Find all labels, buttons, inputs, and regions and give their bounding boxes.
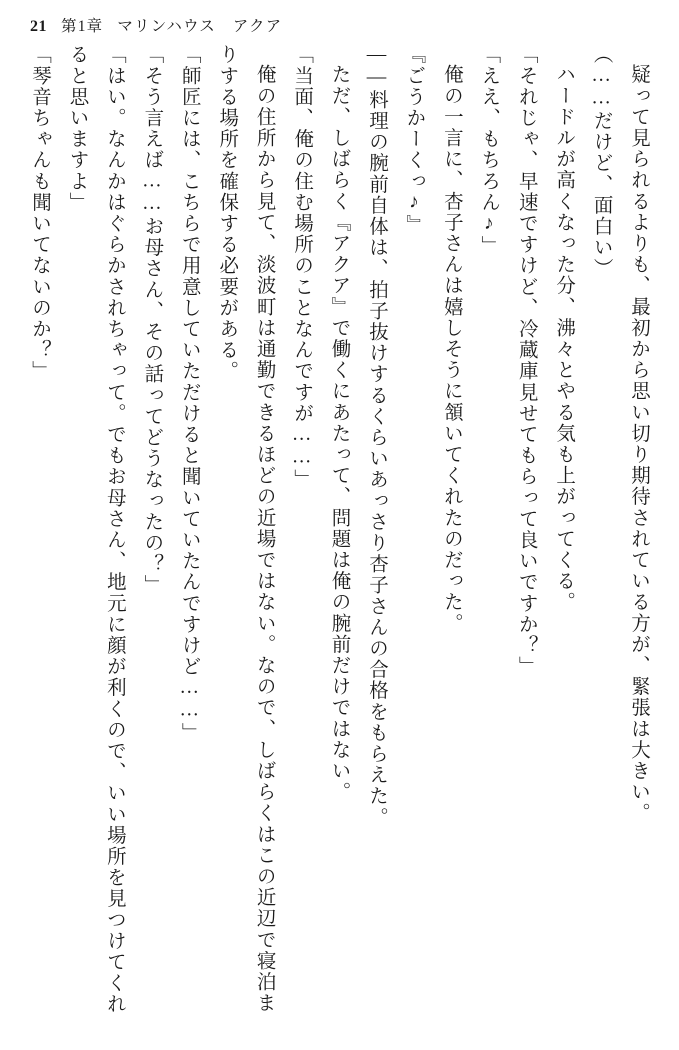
- paragraph: 「師匠には、こちらで用意していただけると聞いていたんですけど……」: [178, 44, 200, 744]
- paragraph: 「当面、俺の住む場所のことなんですが……」: [291, 44, 313, 491]
- paragraph: 俺の一言に、杏子さんは嬉しそうに頷いてくれたのだった。: [440, 63, 462, 634]
- paragraph: 「琴音ちゃんも聞いてないのか？」: [29, 44, 50, 382]
- paragraph: 「それじゃ、早速ですけど、冷蔵庫見せてもらって良いですか？」: [515, 44, 537, 677]
- paragraph: （……だけど、面白い）: [590, 44, 612, 280]
- paragraph: 俺の住所から見て、淡波町は通勤できるほどの近場ではない。なので、しばらくはこの近辺で寝泊まりする場所を確保する必要がある。: [216, 44, 275, 1013]
- paragraph: ハードルが高くなった分、沸々とやる気も上がってくる。: [553, 63, 575, 613]
- paragraph: ――料理の腕前自体は、拍子抜けするくらいあっさり杏子さんの合格をもらえた。: [365, 44, 387, 828]
- paragraph: 『ごうかーくっ♪』: [403, 44, 425, 236]
- chapter-label: 第1章: [61, 18, 104, 35]
- paragraph: ただ、しばらく『アクア』で働くにあたって、問題は俺の腕前だけではない。: [328, 63, 350, 802]
- paragraph: 「そう言えば……お母さん、その話ってどうなったの？」: [141, 44, 163, 596]
- paragraph: 「はい。なんかはぐらかされちゃって。でもお母さん、地元に顔が利くので、いい場所を見つけてくれると思いますよ」: [66, 44, 125, 1015]
- running-head: [22, 14, 657, 44]
- body-text-area: [22, 44, 657, 1032]
- paragraph: 疑って見られるよりも、最初から思い切り期待されている方が、緊張は大きい。: [628, 63, 649, 824]
- page-number: 21: [30, 18, 47, 35]
- paragraph: 「ええ、もちろん♪」: [478, 44, 500, 257]
- vertical-text-block: [22, 44, 657, 1032]
- chapter-title: マリンハウス アクア: [117, 18, 283, 35]
